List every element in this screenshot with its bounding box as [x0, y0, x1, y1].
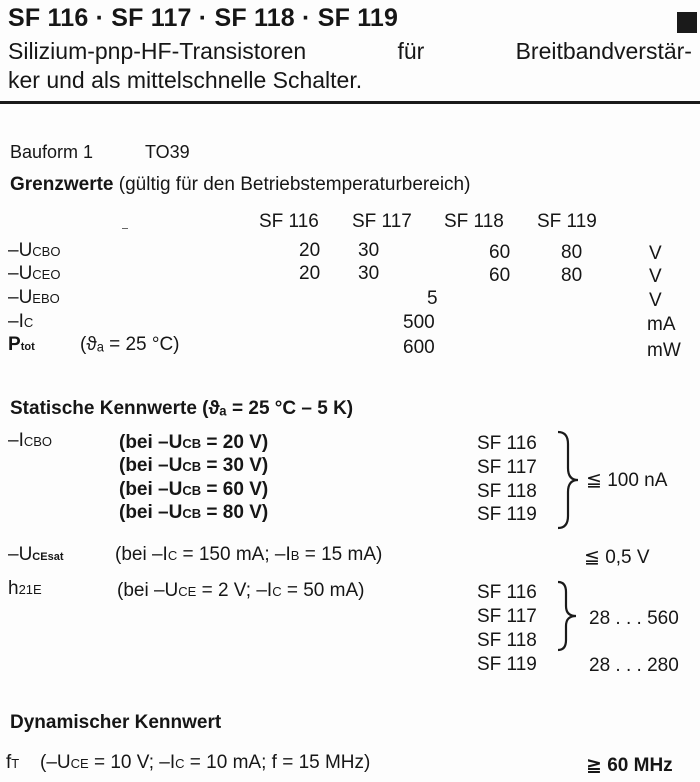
cond-subscript: C — [167, 548, 178, 563]
icbo-condition — [119, 455, 268, 477]
icbo-value: ≦ 100 nA — [586, 470, 668, 491]
ucbo-sf116: 20 — [299, 240, 321, 261]
cond-text: (bei –I — [115, 544, 168, 565]
cond-text: = 2 V; –I — [196, 580, 273, 601]
symbol-subscript: T — [11, 756, 20, 771]
symbol-subscript: CEO — [32, 267, 61, 282]
limits-heading: Grenzwerte — [10, 174, 114, 195]
symbol-subscript: C — [23, 315, 34, 330]
symbol-prefix: –U — [8, 544, 33, 565]
cond-text: (bei –U — [117, 580, 179, 601]
cond-text: = 15 mA) — [299, 544, 383, 565]
cond-text: = 50 mA) — [281, 580, 365, 601]
symbol-subscript: CEsat — [32, 551, 64, 563]
header-rule — [0, 101, 700, 104]
cond-text: (bei –U — [119, 432, 183, 453]
icbo-type: SF 119 — [477, 504, 537, 525]
h21e-brace — [552, 580, 582, 652]
h21e-value-a: 28 . . . 560 — [589, 608, 679, 629]
ft-condition — [40, 752, 370, 774]
symbol-ic — [8, 311, 33, 333]
col-header-sf118: SF 118 — [444, 211, 504, 232]
ic-unit: mA — [647, 314, 676, 335]
symbol-icbo — [8, 430, 52, 452]
symbol-prefix: –I — [8, 311, 24, 332]
symbol-prefix: –U — [8, 263, 33, 284]
page-title: SF 116 · SF 117 · SF 118 · SF 119 — [8, 4, 399, 32]
cond-text: = 60 V) — [201, 479, 269, 500]
icbo-type: SF 116 — [477, 433, 537, 454]
symbol-ucbo — [8, 240, 60, 262]
icbo-type: SF 117 — [477, 457, 537, 478]
symbol-uebo — [8, 287, 60, 309]
col-header-sf119: SF 119 — [537, 211, 597, 232]
h21e-condition — [117, 580, 364, 602]
package-value: TO39 — [145, 142, 190, 162]
symbol-uceo — [8, 263, 60, 285]
h21e-type: SF 119 — [477, 654, 537, 675]
ucbo-unit: V — [649, 243, 662, 264]
h21e-type: SF 118 — [477, 630, 537, 651]
symbol-h21e — [8, 578, 42, 600]
col-header-sf116: SF 116 — [259, 211, 319, 232]
icbo-brace — [552, 430, 584, 530]
cond-subscript: CB — [182, 459, 202, 474]
cond-subscript: CB — [182, 436, 202, 451]
uebo-common: 5 — [427, 288, 438, 309]
cond-text: (bei –U — [119, 502, 183, 523]
cond-text: = 150 mA; –I — [177, 544, 291, 565]
icbo-condition — [119, 432, 268, 454]
subtitle — [8, 37, 692, 95]
package-label: Bauform 1 — [10, 142, 94, 162]
symbol-subscript: tot — [20, 341, 35, 353]
cond-subscript: CE — [178, 584, 197, 599]
symbol-subscript: CBO — [23, 434, 53, 449]
symbol-prefix: h — [8, 578, 19, 599]
cond-text: (bei –U — [119, 479, 183, 500]
uebo-unit: V — [649, 290, 662, 311]
symbol-prefix: P — [8, 334, 21, 355]
cond-text: = 20 V) — [201, 432, 269, 453]
ucbo-sf119: 80 — [561, 242, 583, 263]
symbol-subscript: EBO — [32, 291, 60, 306]
symbol-prefix: –U — [8, 240, 33, 261]
symbol-prefix: –U — [8, 287, 33, 308]
h21e-type: SF 117 — [477, 606, 537, 627]
cond-subscript: CB — [182, 483, 202, 498]
col-header-sf117: SF 117 — [352, 211, 412, 232]
section-marker-square — [677, 12, 697, 33]
cond-subscript: CB — [182, 506, 202, 521]
icbo-condition — [119, 502, 268, 524]
icbo-condition — [119, 479, 268, 501]
subtitle-line-1 — [8, 37, 692, 66]
symbol-ucesat — [8, 544, 63, 566]
uceo-unit: V — [649, 266, 662, 287]
uceo-sf118: 60 — [489, 265, 511, 286]
dynamic-heading: Dynamischer Kennwert — [10, 712, 222, 733]
h21e-value-b: 28 . . . 280 — [589, 655, 679, 676]
symbol-prefix: f — [6, 752, 12, 773]
cond-text: (bei –U — [119, 455, 183, 476]
uceo-sf117: 30 — [358, 263, 380, 284]
cond-subscript: C — [175, 756, 185, 771]
subtitle-line-2: ker und als mittelschnelle Schalter. — [8, 67, 363, 93]
cond-text: = 10 V; –I — [88, 752, 176, 773]
limits-heading-note: (gültig für den Betriebstemperaturbereich) — [118, 174, 471, 195]
ptot-condition: (ϑₐ = 25 °C) — [80, 334, 180, 355]
ucesat-condition — [115, 544, 382, 566]
symbol-ptot — [8, 334, 35, 356]
ucbo-sf118: 60 — [489, 242, 511, 263]
ptot-unit: mW — [647, 340, 681, 361]
uceo-sf119: 80 — [561, 265, 583, 286]
cond-text: = 30 V) — [201, 455, 269, 476]
static-heading: Statische Kennwerte (ϑₐ = 25 °C – 5 K) — [10, 398, 354, 419]
ucbo-sf117: 30 — [358, 240, 380, 261]
ucesat-value: ≦ 0,5 V — [584, 547, 650, 568]
subtitle-word: Silizium-pnp-HF-Transistoren — [8, 38, 307, 64]
limits-heading-block — [10, 174, 470, 196]
ic-common: 500 — [403, 312, 435, 333]
uceo-sf116: 20 — [299, 263, 321, 284]
cond-text: = 10 mA; f = 15 MHz) — [184, 752, 371, 773]
cond-text: = 80 V) — [201, 502, 269, 523]
symbol-ft — [6, 752, 19, 774]
cond-subscript: B — [290, 548, 300, 563]
cond-subscript: C — [272, 584, 282, 599]
ptot-common: 600 — [403, 337, 435, 358]
h21e-type: SF 116 — [477, 582, 537, 603]
symbol-subscript: CBO — [32, 244, 61, 259]
symbol-prefix: –I — [8, 430, 24, 451]
cond-text: (–U — [40, 752, 71, 773]
icbo-type: SF 118 — [477, 481, 537, 502]
print-speck — [122, 228, 128, 229]
symbol-subscript: 21E — [18, 582, 42, 597]
subtitle-word: für — [397, 38, 425, 64]
ft-value: ≧ 60 MHz — [586, 755, 673, 776]
subtitle-word: Breitbandverstär- — [515, 38, 692, 64]
cond-subscript: CE — [70, 756, 89, 771]
